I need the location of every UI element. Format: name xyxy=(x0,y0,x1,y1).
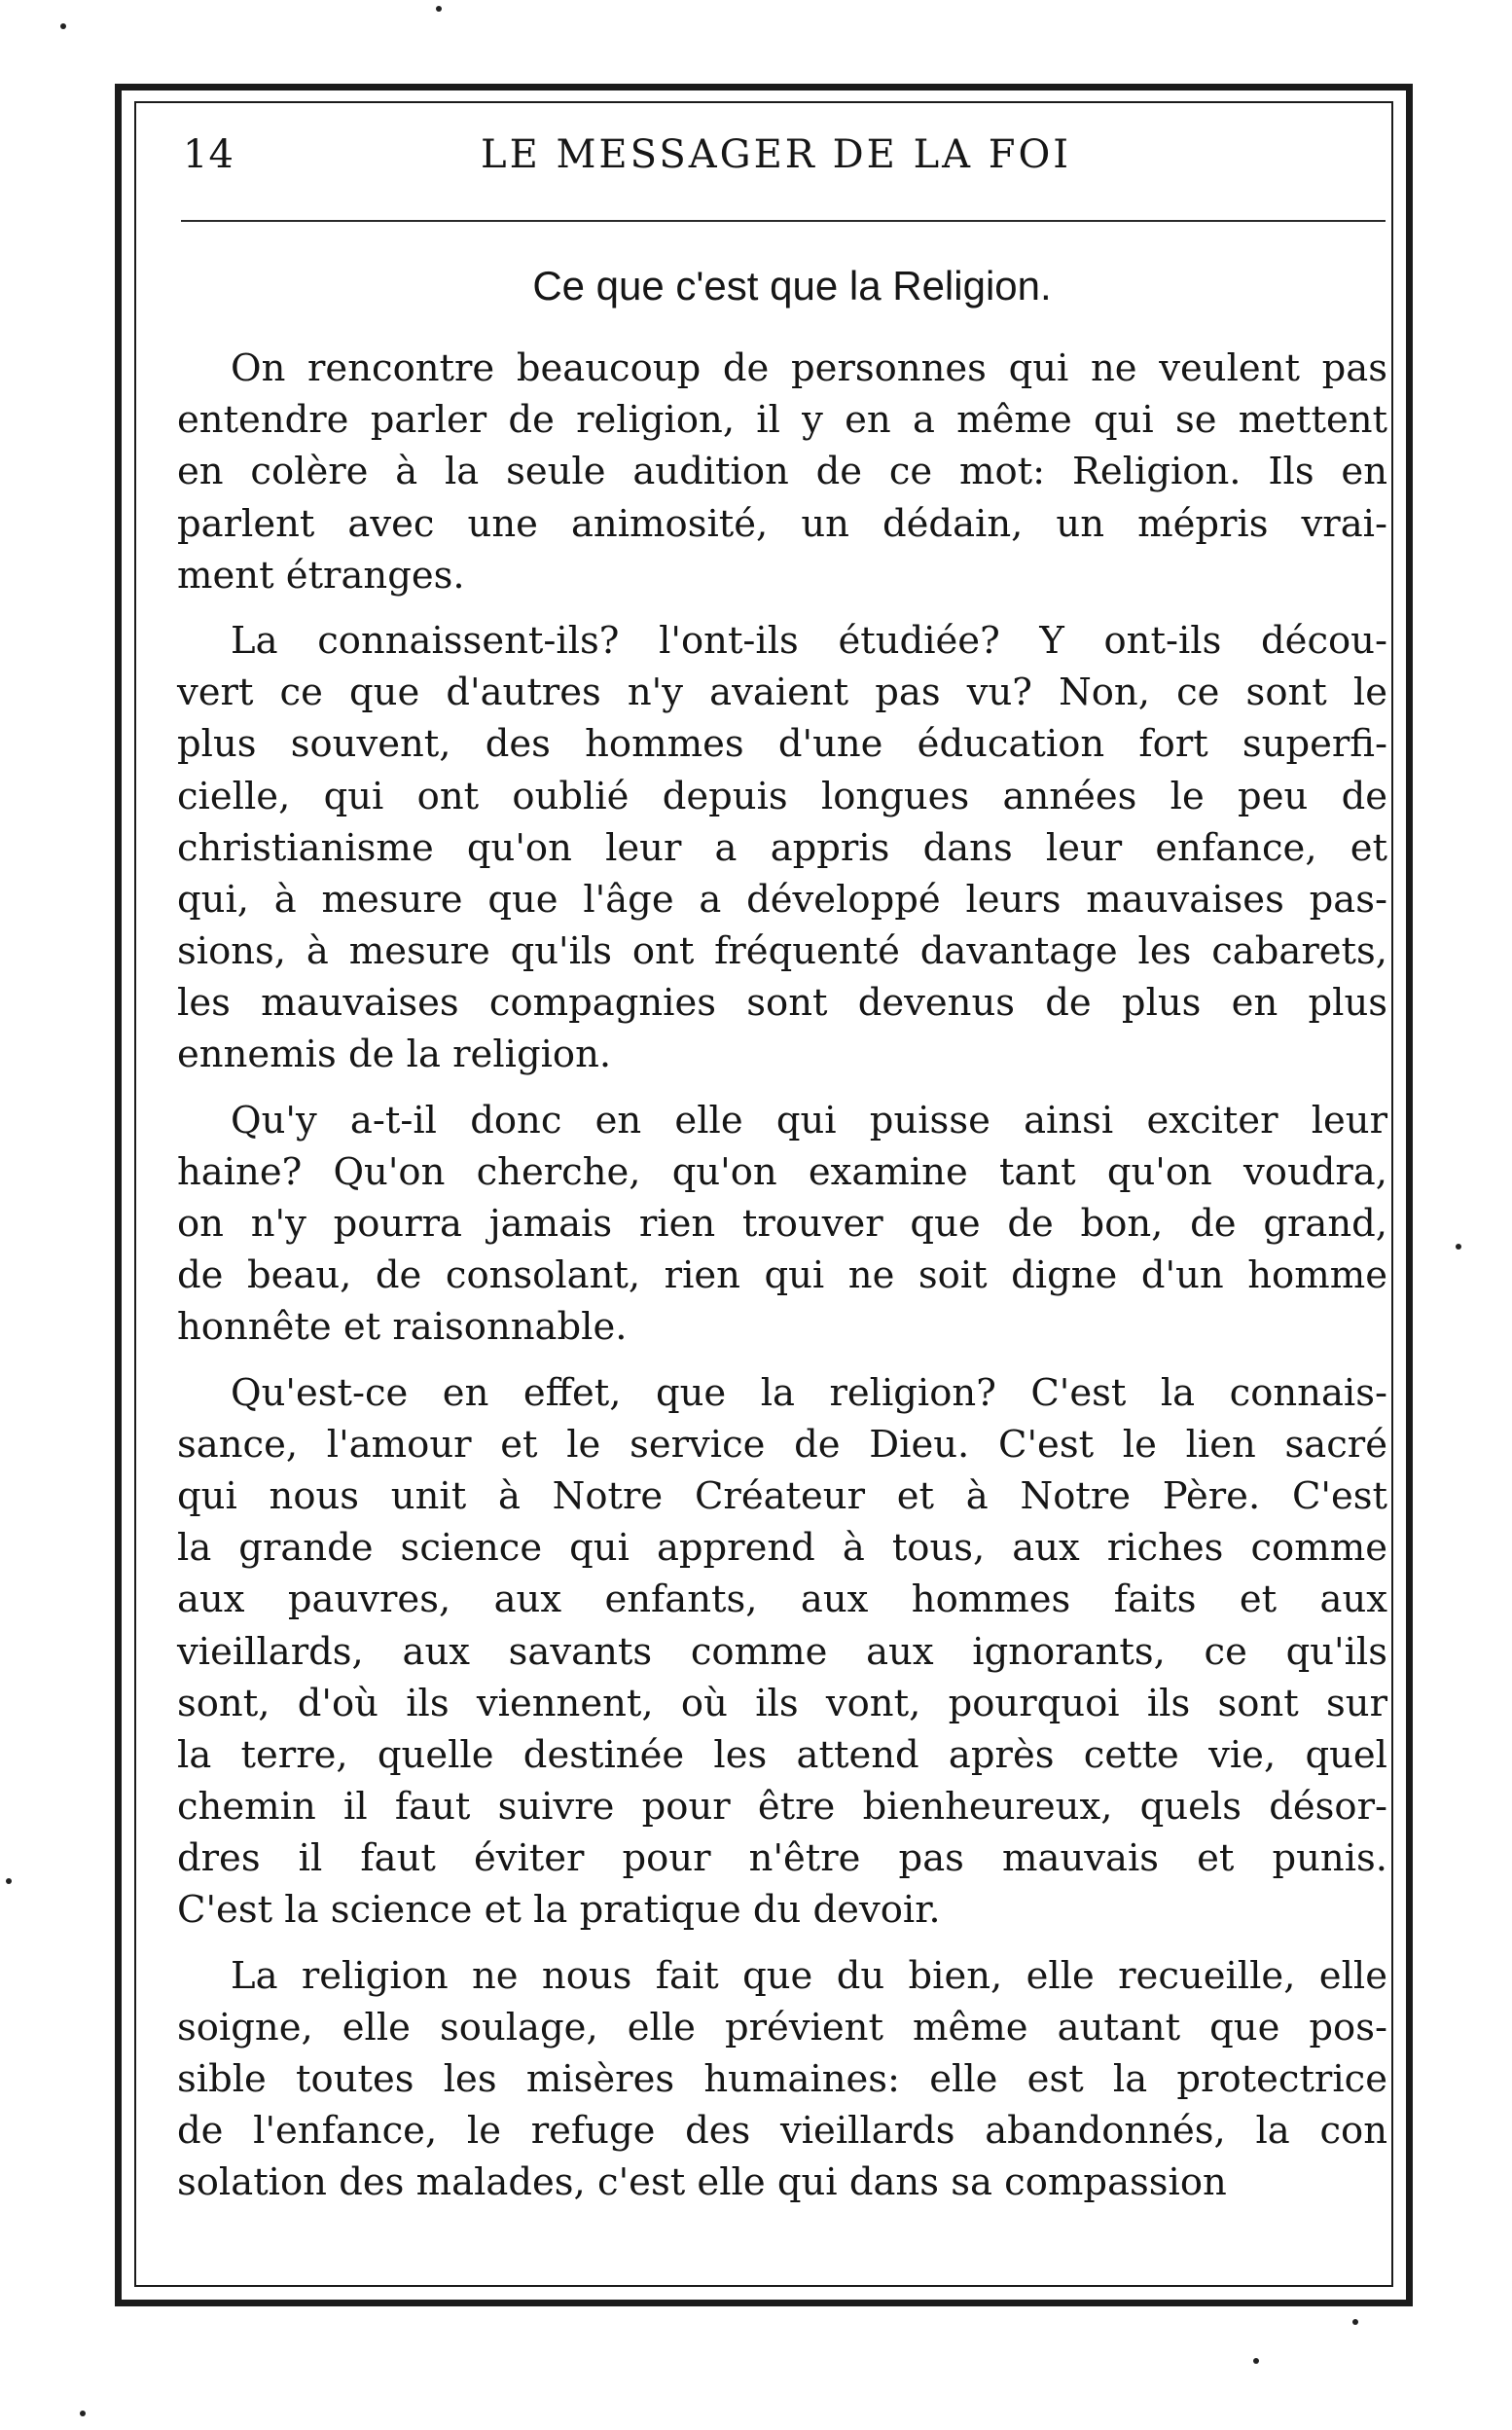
text-line: Qu'y a-t-il donc en elle qui puisse ainsi exciter leur xyxy=(231,1098,1387,1142)
text-line: C'est la science et la pratique du devoir. xyxy=(177,1888,941,1933)
paragraph xyxy=(177,343,1387,601)
text-line: plus souvent, des hommes d'une éducation fort superfi- xyxy=(177,722,1387,767)
text-line: vieillards, aux savants comme aux ignorants, ce qu'ils xyxy=(177,1629,1387,1674)
text-line: la grande science qui apprend à tous, aux riches comme xyxy=(177,1526,1387,1571)
print-speck xyxy=(1456,1244,1461,1250)
text-line: Qu'est-ce en effet, que la religion? C'est la connais- xyxy=(231,1370,1387,1415)
text-line: sont, d'où ils viennent, où ils vont, pourquoi ils sont sur xyxy=(177,1681,1387,1725)
print-speck xyxy=(1253,2358,1259,2364)
text-line: sions, à mesure qu'ils ont fréquenté davantage les cabarets, xyxy=(177,929,1387,974)
text-line: sance, l'amour et le service de Dieu. C'est le lien sacré xyxy=(177,1422,1387,1467)
text-line: cielle, qui ont oublié depuis longues années le peu de xyxy=(177,774,1387,818)
text-line: chemin il faut suivre pour être bienheureux, quels désor- xyxy=(177,1785,1387,1830)
journal-title: LE MESSAGER DE LA FOI xyxy=(481,132,1072,177)
text-line: soigne, elle soulage, elle prévient même autant que pos- xyxy=(177,2005,1387,2049)
text-line: La connaissent-ils? l'ont-ils étudiée? Y ont-ils décou- xyxy=(231,618,1387,663)
text-line: entendre parler de religion, il y en a même qui se mettent xyxy=(177,398,1387,443)
text-line: qui nous unit à Notre Créateur et à Notre Père. C'est xyxy=(177,1473,1387,1518)
header-rule xyxy=(181,220,1386,222)
print-speck xyxy=(60,23,66,29)
print-speck xyxy=(1352,2319,1358,2325)
text-line: parlent avec une animosité, un dédain, un mépris vrai- xyxy=(177,501,1387,546)
print-speck xyxy=(6,1878,12,1884)
paragraph xyxy=(177,1367,1387,1937)
text-line: sible toutes les misères humaines: elle est la protectrice xyxy=(177,2057,1387,2101)
text-line: on n'y pourra jamais rien trouver que de bon, de grand, xyxy=(177,1202,1387,1246)
text-line: ennemis de la religion. xyxy=(177,1033,612,1077)
text-line: de l'enfance, le refuge des vieillards abandonnés, la con xyxy=(177,2109,1387,2154)
text-line: la terre, quelle destinée les attend après cette vie, quel xyxy=(177,1732,1387,1777)
text-line: ment étranges. xyxy=(177,553,465,598)
print-speck xyxy=(80,2411,86,2416)
text-line: de beau, de consolant, rien qui ne soit digne d'un homme xyxy=(177,1253,1387,1298)
text-line: solation des malades, c'est elle qui dans sa compassion xyxy=(177,2160,1227,2205)
paragraph xyxy=(177,1950,1387,2209)
page-number: 14 xyxy=(183,132,234,177)
print-speck xyxy=(436,6,442,12)
text-line: dres il faut éviter pour n'être pas mauvais et punis. xyxy=(177,1836,1387,1881)
text-line: On rencontre beaucoup de personnes qui ne veulent pas xyxy=(231,346,1387,390)
text-line: haine? Qu'on cherche, qu'on examine tant qu'on voudra, xyxy=(177,1149,1387,1194)
text-line: honnête et raisonnable. xyxy=(177,1305,628,1350)
text-line: qui, à mesure que l'âge a développé leurs mauvaises pas- xyxy=(177,877,1387,922)
article-title: Ce que c'est que la Religion. xyxy=(532,263,1052,308)
text-line: La religion ne nous fait que du bien, elle recueille, elle xyxy=(231,1953,1387,1998)
text-line: vert ce que d'autres n'y avaient pas vu? Non, ce sont le xyxy=(177,671,1387,715)
article-body xyxy=(177,343,1387,2209)
text-line: les mauvaises compagnies sont devenus de plus en plus xyxy=(177,981,1387,1026)
text-line: aux pauvres, aux enfants, aux hommes faits et aux xyxy=(177,1578,1387,1622)
text-line: christianisme qu'on leur a appris dans leur enfance, et xyxy=(177,825,1387,870)
text-line: en colère à la seule audition de ce mot: Religion. Ils en xyxy=(177,450,1387,494)
article xyxy=(177,255,1387,2223)
paragraph xyxy=(177,615,1387,1081)
running-header xyxy=(183,125,1389,193)
paragraph xyxy=(177,1095,1387,1354)
